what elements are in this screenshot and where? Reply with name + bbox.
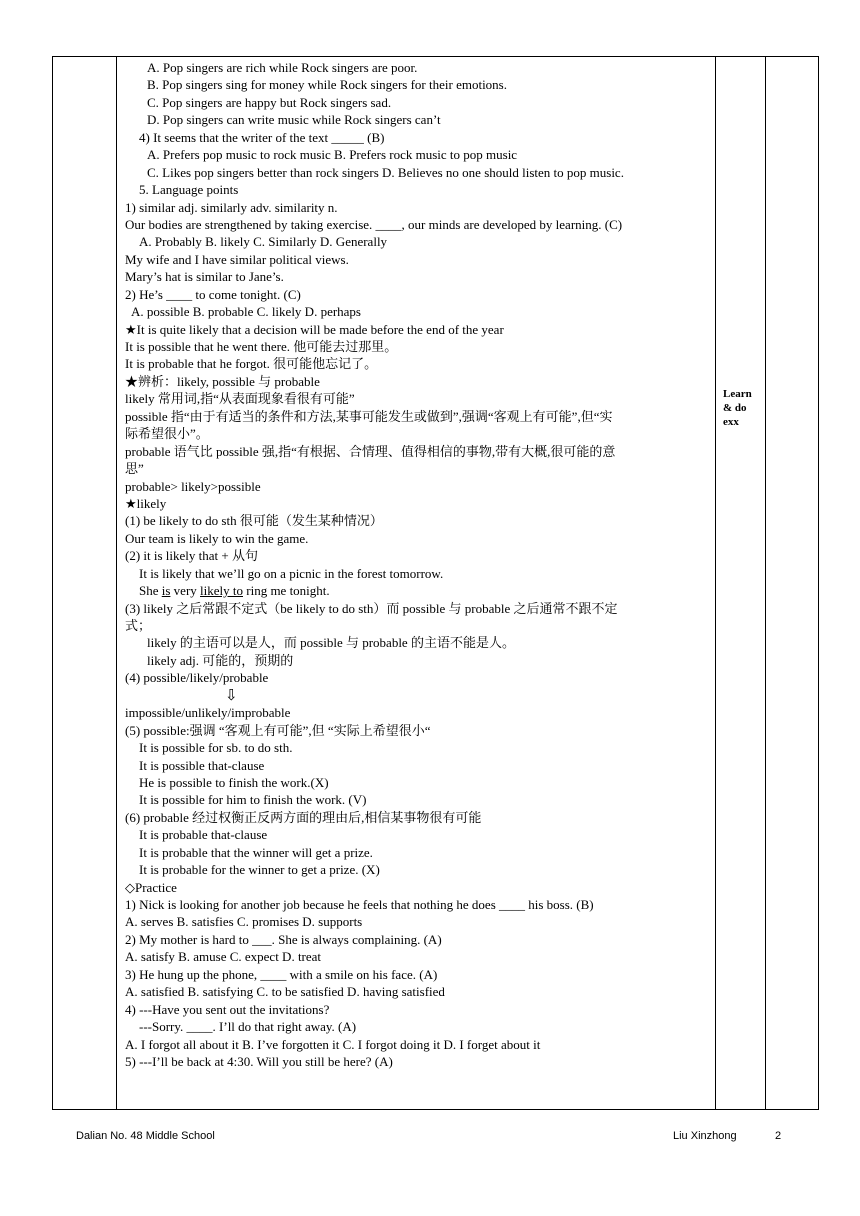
text-line: Our bodies are strengthened by taking exercise. ____, our minds are developed by learning. (C) [125, 216, 623, 232]
text-line: C. Pop singers are happy but Rock singers sad. [147, 94, 392, 110]
text-line: ⇩ [225, 685, 238, 704]
text-line: A. satisfied B. satisfying C. to be satisfied D. having satisfied [125, 984, 445, 1000]
lesson-content [125, 59, 714, 1070]
text-line: A. satisfy B. amuse C. expect D. treat [125, 949, 322, 965]
text-line: A. possible B. probable C. likely D. perhaps [131, 304, 361, 320]
text-line: 1) Nick is looking for another job because he feels that nothing he does ____ his boss. (B) [125, 897, 594, 912]
text-line: It is possible that-clause [139, 757, 265, 773]
text-line: A. Pop singers are rich while Rock singers are poor. [147, 60, 418, 75]
text-line: 5) ---I’ll be back at 4:30. Will you still be here? (A) [125, 1053, 393, 1069]
text-line: C. Likes pop singers better than rock singers D. Believes no one should listen to pop music. [147, 164, 624, 180]
text-line: 际希望很小”。 [125, 426, 209, 442]
text-line: likely adj. 可能的，预期的 [147, 652, 294, 668]
text-line: probable> likely>possible [125, 478, 261, 494]
text-line: (1) be likely to do sth 很可能（发生某种情况） [125, 513, 383, 529]
text-line: (5) possible:强调 “客观上有可能”,但 “实际上希望很小“ [125, 722, 431, 738]
text-line [125, 582, 714, 599]
footer-author: Liu Xinzhong [673, 1130, 737, 1142]
text-segment: very [170, 583, 201, 599]
text-line: It is probable that-clause [139, 827, 268, 843]
text-line: 4) ---Have you sent out the invitations? [125, 1001, 330, 1017]
text-line: My wife and I have similar political views. [125, 251, 349, 267]
underlined-word: likely to [200, 583, 243, 599]
text-line: D. Pop singers can write music while Rock singers can’t [147, 112, 441, 128]
text-segment: ring me tonight. [243, 583, 330, 599]
text-line: It is probable for the winner to get a prize. (X) [139, 862, 380, 878]
text-line: impossible/unlikely/improbable [125, 705, 291, 721]
text-line: He is possible to finish the work.(X) [139, 774, 329, 790]
text-line: (2) it is likely that + 从句 [125, 548, 258, 564]
column-divider-1 [116, 57, 117, 1109]
text-line: ◇Practice [125, 879, 177, 895]
footer-school: Dalian No. 48 Middle School [76, 1130, 215, 1142]
text-line: A. Prefers pop music to rock music B. Prefers rock music to pop music [147, 147, 518, 163]
text-line: (4) possible/likely/probable [125, 670, 269, 686]
text-line: 1) similar adj. similarly adv. similarity n. [125, 199, 338, 215]
text-line: B. Pop singers sing for money while Rock singers for their emotions. [147, 77, 507, 93]
footer-page-number: 2 [775, 1130, 782, 1142]
text-line: ---Sorry. ____. I’ll do that right away. (A) [139, 1019, 357, 1035]
text-line: 3) He hung up the phone, ____ with a smile on his face. (A) [125, 966, 438, 982]
text-line: 2) My mother is hard to ___. She is always complaining. (A) [125, 931, 442, 947]
text-line: It is likely that we’ll go on a picnic in the forest tomorrow. [139, 565, 444, 581]
text-line: (3) likely 之后常跟不定式（be likely to do sth）而 possible 与 probable 之后通常不跟不定 [125, 600, 618, 616]
text-line: A. I forgot all about it B. I’ve forgotten it C. I forgot doing it D. I forget about it [125, 1036, 541, 1052]
text-line: Mary’s hat is similar to Jane’s. [125, 269, 284, 285]
text-line: A. Probably B. likely C. Similarly D. Generally [139, 234, 388, 250]
lesson-table [52, 56, 819, 1110]
underlined-word: is [161, 583, 171, 599]
text-line: ★likely [125, 495, 167, 511]
text-line: A. serves B. satisfies C. promises D. supports [125, 914, 363, 930]
text-line: 4) It seems that the writer of the text _____ (B) [139, 129, 385, 145]
text-line: 2) He’s ____ to come tonight. (C) [125, 286, 301, 302]
text-line: (6) probable 经过权衡正反两方面的理由后,相信某事物很有可能 [125, 809, 482, 825]
text-line: ★It is quite likely that a decision will be made before the end of the year [125, 321, 504, 337]
text-line: It is probable that he forgot. 很可能他忘记了。 [125, 356, 378, 372]
text-line: likely 的主语可以是人，而 possible 与 probable 的主语不能是人。 [147, 635, 515, 651]
text-line: 式； [125, 618, 152, 633]
text-line: It is possible for sb. to do sth. [139, 740, 293, 756]
column-divider-3 [765, 57, 766, 1109]
text-line: It is probable that the winner will get a prize. [139, 844, 373, 860]
text-line: It is possible for him to finish the work. (V) [139, 792, 367, 808]
side-label: Learn & do exx [723, 388, 752, 428]
text-line: ★辨析：likely, possible 与 probable [125, 373, 320, 389]
text-line: Our team is likely to win the game. [125, 530, 309, 546]
text-line: It is possible that he went there. 他可能去过那里。 [125, 339, 398, 354]
text-line: likely 常用词,指“从表面现象看很有可能” [125, 391, 355, 407]
text-line: 5. Language points [139, 182, 239, 198]
column-divider-2 [715, 57, 716, 1109]
text-line: probable 语气比 possible 强,指“有根据、合情理、值得相信的事物,带有大概,很可能的意 [125, 443, 616, 459]
text-line: 思” [125, 461, 144, 477]
text-line: possible 指“由于有适当的条件和方法,某事可能发生或做到”,强调“客观上有可能”,但“实 [125, 408, 613, 424]
text-segment: She [139, 583, 162, 599]
